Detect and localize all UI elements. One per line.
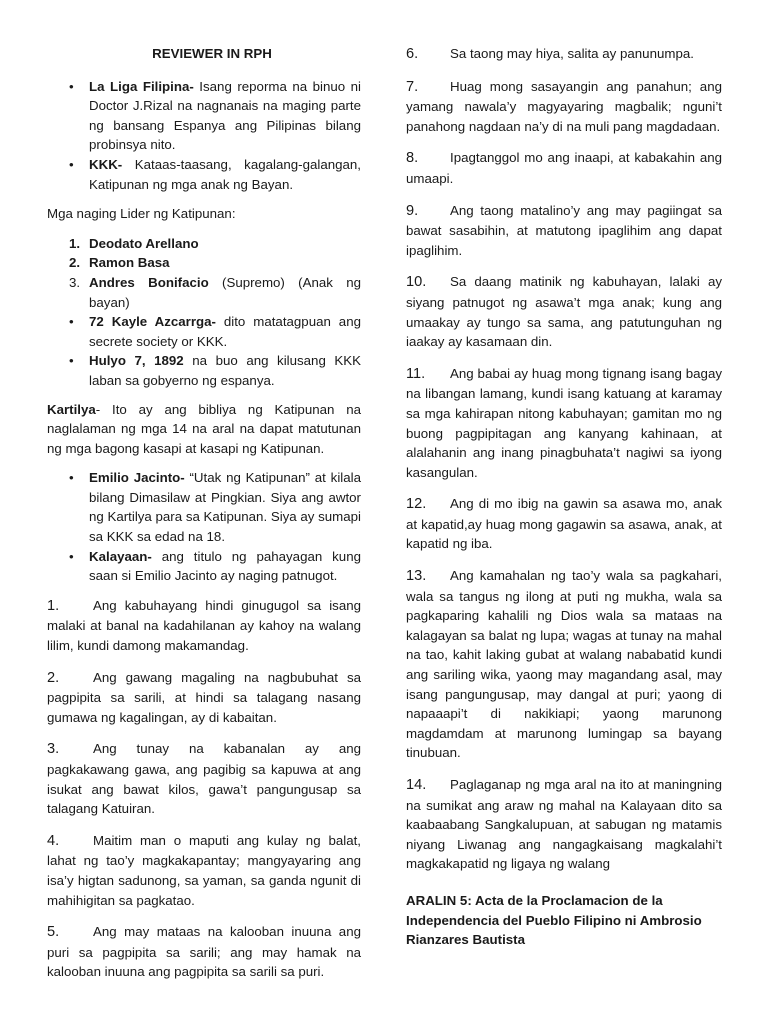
teaching-number: 9. [406, 202, 419, 219]
leader-name: Deodato Arellano [89, 235, 199, 251]
teaching-item [47, 739, 361, 818]
leaders-list [47, 234, 361, 391]
leader-number: 1. [69, 235, 81, 251]
teaching-text: Ang gawang magaling na nagbubuhat sa pagpipita sa sarili, at hindi sa talagang nasang gumawa ng kagalingan, ay di kabaitan. [47, 669, 361, 725]
teaching-text: Ipagtanggol mo ang inaapi, at kabakahin ang umaapi. [406, 150, 722, 186]
bullet-la-liga [47, 77, 361, 155]
bullet-text: na buo ang kilusang KKK laban sa gobyerno ng espanya. [89, 353, 361, 388]
teaching-number: 11. [406, 365, 426, 382]
teaching-text: Ang taong matalino’y ang may pagiingat sa bawat sasabihin, at matutong ipaglihim ang dapat ipaglihim. [406, 202, 722, 258]
teaching-item [47, 922, 361, 982]
bullet-term: 72 Kayle Azcarrga- [89, 314, 216, 330]
teaching-text: Sa daang matinik ng kabuhayan, lalaki ay siyang patnugot ng asawa’t mga anak; kung ang umaakay ay tungo sa sama, ang patutunguhan ng iaakay ay kasamaan din. [406, 274, 722, 350]
bullet-text: “Utak ng Katipunan” at kilala bilang Dimasilaw at Pingkian. Siya ang awtor ng Kartilya para sa Katipunan. Siya ay sumapi sa KKK sa edad na 18. [89, 470, 362, 545]
teaching-item [406, 148, 722, 188]
teaching-text: Ang may mataas na kalooban inuuna ang puri sa pagpipita sa sarili; ang may hamak na kalooban inuuna ang pagpipita sa sarili sa puri. [47, 924, 361, 980]
leader-item [47, 234, 361, 254]
teaching-text: Paglaganap ng mga aral na ito at maningning na sumikat ang araw ng mahal na Kalayaan dito sa kaabaabang Sangkalupuan, at sabugan ng matamis niyang Liwanag ang nangagkaisang magkalahi’t magkakapatid ng ligaya ng walang [406, 777, 722, 872]
teachings-left [47, 596, 361, 982]
jacinto-bullet-list [47, 468, 361, 586]
leader-number: 3. [69, 274, 81, 290]
bullet-term: Emilio Jacinto- [89, 470, 185, 486]
aralin-5-heading: ARALIN 5: Acta de la Proclamacion de la Independencia del Pueblo Filipino ni Ambrosio Rianzares Bautista [406, 892, 702, 948]
bullet-term: La Liga Filipina- [89, 78, 194, 94]
teaching-number: 5. [47, 924, 60, 941]
teaching-number: 6. [406, 46, 419, 62]
bullet-azcarraga [47, 312, 361, 351]
bullet-kalayaan [47, 547, 361, 586]
teaching-number: 2. [47, 669, 60, 686]
teaching-item [406, 494, 722, 554]
leader-note: (Supremo) (Anak ng bayan) [89, 274, 362, 310]
bullet-term: Hulyo 7, 1892 [89, 353, 184, 369]
bullet-text: ang titulo ng pahayagan kung saan si Emilio Jacinto ay naging patnugot. [89, 548, 361, 584]
bullet-emilio-jacinto [47, 468, 361, 546]
bullet-hulyo [47, 351, 361, 390]
document-title: REVIEWER IN RPH [152, 46, 272, 61]
bullet-text: dito matatagpuan ang secrete society or KKK. [89, 314, 361, 349]
teaching-item [47, 668, 361, 728]
teaching-number: 14. [406, 777, 427, 793]
leaders-heading: Mga naging Lider ng Katipunan: [47, 206, 236, 222]
teaching-number: 3. [47, 741, 60, 758]
leader-item [47, 253, 361, 273]
teaching-text: Sa taong may hiya, salita ay panunumpa. [450, 46, 694, 61]
teaching-text: Maitim man o maputi ang kulay ng balat, lahat ng tao’y magkakapantay; mangyayaring ang isa’y higtan sadunong, sa yaman, sa ganda ngunit di mahihigitan sa pagkatao. [47, 832, 361, 908]
teaching-text: Ang kabuhayang hindi ginugugol sa isang malaki at banal na kadahilanan ay kahoy na walang lilim, kundi damong makamandag. [47, 597, 361, 654]
teaching-item [47, 596, 361, 656]
leader-number: 2. [69, 255, 81, 271]
teaching-item [406, 77, 722, 137]
bullet-text: Isang reporma na binuo ni Doctor J.Rizal na nagnanais na maging parte ng bansang Espanya ang Pilipinas bilang probinsya nito. [89, 78, 361, 153]
teaching-number: 12. [406, 496, 427, 513]
teaching-text: Huag mong sasayangin ang panahun; ang yamang nawala’y magyayaring magbalik; nguni’t panahong nagdaan na’y di na muli pang magdadaan. [406, 78, 722, 134]
leader-name: Andres Bonifacio [89, 274, 209, 290]
kartilya-term: Kartilya [47, 401, 96, 417]
teaching-number: 8. [406, 150, 419, 167]
teaching-text: Ang di mo ibig na gawin sa asawa mo, anak at kapatid,ay huag mong gagawin sa asawa, anak, at kapatid ng iba. [406, 496, 722, 552]
teaching-item [406, 566, 722, 763]
bullet-term: Kalayaan- [89, 548, 152, 564]
teaching-number: 13. [406, 568, 427, 585]
teaching-number: 10. [406, 274, 427, 291]
right-column [406, 44, 722, 950]
bullet-text: Kataas-taasang, kagalang-galangan, Katipunan ng mga anak ng Bayan. [89, 156, 361, 192]
bullet-kkk [47, 155, 361, 194]
teaching-item [406, 775, 722, 874]
kartilya-paragraph [47, 400, 361, 459]
teaching-number: 4. [47, 832, 60, 849]
teaching-text: Ang tunay na kabanalan ay ang pagkakawang gawa, ang pagibig sa kapuwa at ang isukat ang bawat kilos, gawa’t pangungusap sa talagang Katuiran. [47, 741, 361, 817]
leader-name: Ramon Basa [89, 255, 170, 271]
teaching-item [406, 364, 722, 483]
intro-bullet-list [47, 77, 361, 195]
teaching-item [47, 831, 361, 910]
teaching-text: Ang babai ay huag mong tignang isang bagay na libangan lamang, kundi isang katuang at karamay sa mga kahirapan nitong kabuhayan; gamitan mo ng buong pagpipitagan ang kanyang kahinaan, at alalahanin ang inang pinagbuhata’t nagiwi sa iyong kasangulan. [406, 365, 722, 480]
teaching-number: 1. [47, 597, 60, 614]
left-column [47, 44, 361, 982]
bullet-term: KKK- [89, 156, 123, 172]
teaching-item [406, 272, 722, 351]
teaching-item [406, 44, 722, 65]
teaching-number: 7. [406, 78, 419, 95]
teaching-item [406, 201, 722, 261]
leader-item [47, 273, 361, 312]
kartilya-text: - Ito ay ang bibliya ng Katipunan na naglalaman ng mga 14 na aral na dapat matutunan ng mga bagong kasapi at kasapi ng Katipunan. [47, 401, 361, 456]
teaching-text: Ang kamahalan ng tao’y wala sa pagkahari, wala sa tangus ng ilong at puti ng mukha, wala sa pagkaparing kahalili ng Dios wala sa mataas na kalagayan sa balat ng lupa; wagas at tunay na mahal na tao, kahit laking gubat at walang nababatid kundi ang sariling wika, yaong may magandang asal, may isang pangungusap, may dangal at puri; yaong di napaaapi’t di nakikiapi; yaong marunong magdamdam at marunong lumingap sa bayang tinubuan. [406, 568, 722, 761]
